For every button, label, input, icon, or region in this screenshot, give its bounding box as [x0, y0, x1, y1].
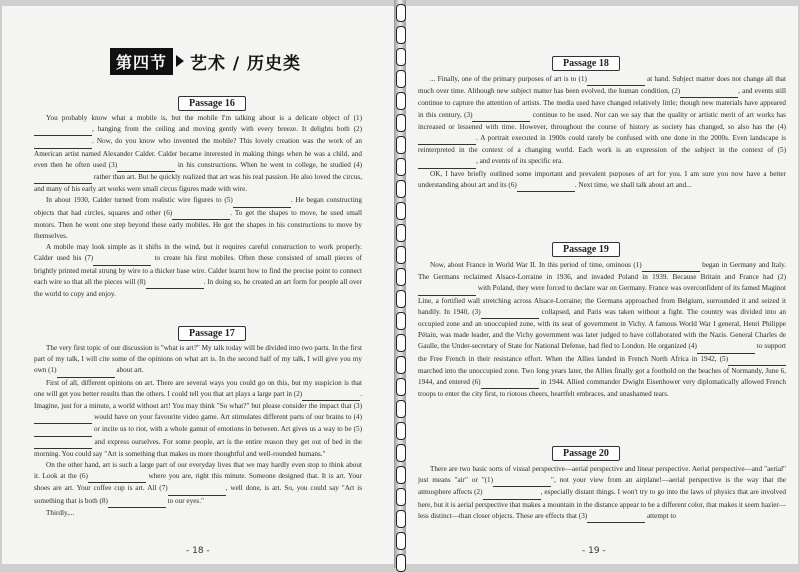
- spiral-ring: [396, 356, 406, 374]
- answer-blank[interactable]: [302, 389, 360, 401]
- answer-blank[interactable]: [418, 133, 476, 145]
- spiral-ring: [396, 290, 406, 308]
- paragraph: In about 1930, Calder turned from realistic wire figures to (5) . He began constructing objects that had circles, squares and other (6) . To get the shapes to move, he used small motors. Then he went one step beyond these early mobiles. He got the shapes in his constructions to move by themselves.: [34, 196, 363, 241]
- answer-blank[interactable]: [493, 475, 551, 487]
- spiral-ring: [396, 158, 406, 176]
- answer-blank[interactable]: [34, 424, 92, 436]
- paragraph: ... Finally, one of the primary purposes of art is to (1) at hand. Subject matter does not change all that much over time. Although new subject matter has been evolved, the human condition, (2) , and events still continue to capture the attention of artists. The media used have changed relatively little; though new materials have appeared in this century, (3) continue to be used. Nor can we say that the quality or artistic merit of art works has increased or lessened with time. However, throughout the course of history as society has changed, so also has the (4) . A portrait executed in 1900s could rarely be confused with one done in the 2000s. Even landscape is reinterpreted in the context of a changing world. Each work is an expression of the subject in the context of (5) , and events of its specific era.: [418, 74, 786, 169]
- paragraph: On the other hand, art is such a large part of our everyday lives that we may hardly even stop to think about it. Look at the (6) where you are, right this minute. Someone designed that. It is art. Your shoes are art. Your coffee cup is art. All (7) , well done, is art. So, you could say "Art is something that is both (8) to our eyes.": [34, 460, 362, 508]
- left-page: [2, 6, 394, 564]
- spiral-ring: [396, 510, 406, 528]
- spiral-ring: [396, 4, 406, 22]
- answer-blank[interactable]: [233, 195, 291, 207]
- section-category: 艺术 / 历史类: [190, 53, 302, 74]
- spiral-ring: [396, 334, 406, 352]
- answer-blank[interactable]: [680, 86, 738, 98]
- paragraph: First of all, different opinions on art. There are several ways you could go on this, but my suspicion is that one will get you better results than the others. I could tell you that art plays a large part in (2) . Imagine, just for a minute, a world without art! You may think "So what?" but please consider the impact that (3) would have on your favourite video game. Art stimulates different parts of our brains to (4) or incite us to riot, with a whole gamut of emotions in between. Art gives us a way to be (5) and express ourselves. For some people, art is the entire reason they get out of bed in the morning. You could say "Art is something that makes us more thoughtful and well-rounded humans.": [34, 378, 362, 458]
- section-number-box: 第四节: [110, 48, 173, 75]
- passage-18-title: Passage 18: [552, 56, 620, 71]
- spiral-ring: [396, 26, 406, 44]
- answer-blank[interactable]: [168, 483, 226, 495]
- section-heading: [110, 48, 301, 74]
- answer-blank[interactable]: [108, 496, 166, 508]
- page-number: - 18 -: [186, 546, 210, 556]
- paragraph: Thirdly,...: [46, 508, 75, 517]
- page-number: - 19 -: [582, 546, 606, 556]
- answer-blank[interactable]: [472, 110, 530, 122]
- answer-blank[interactable]: [642, 260, 700, 272]
- passage-16-text: [34, 113, 362, 300]
- paragraph: A mobile may look simple as it shifts in the wind, but it requires careful construction to work properly. Calder used his (7) to create his first mobiles. Often these consisted of small pieces of brightly printed metal strung by wire to a thicker base wire. Calder learnt how to find the precise point to connect each wire so that all the pieces will (8) . In doing so, he created an art form for people all over the world to copy and enjoy.: [34, 243, 362, 299]
- answer-blank[interactable]: [34, 124, 92, 136]
- passage-18-text: [418, 74, 786, 192]
- answer-blank[interactable]: [34, 172, 92, 184]
- spiral-ring: [396, 422, 406, 440]
- right-page: [406, 6, 798, 564]
- passage-20-text: [418, 464, 786, 523]
- spiral-ring: [396, 224, 406, 242]
- spiral-ring: [396, 246, 406, 264]
- section-arrow-icon: [176, 55, 184, 67]
- spiral-ring: [396, 136, 406, 154]
- answer-blank[interactable]: [57, 365, 115, 377]
- answer-blank[interactable]: [418, 156, 476, 168]
- spiral-ring: [396, 378, 406, 396]
- answer-blank[interactable]: [517, 180, 575, 192]
- answer-blank[interactable]: [728, 354, 786, 366]
- answer-blank[interactable]: [481, 307, 539, 319]
- answer-blank[interactable]: [587, 74, 645, 86]
- passage-16-title: Passage 16: [178, 96, 246, 111]
- passage-17-text: [34, 343, 362, 519]
- paragraph: The very first topic of our discussion is "what is art?" My talk today will be divided into two parts. In the first part of my talk, I will cite some of the opinions on what art is. In the second half of my talk, I will give you my own (1) about art.: [34, 343, 362, 378]
- answer-blank[interactable]: [34, 136, 92, 148]
- answer-blank[interactable]: [483, 487, 541, 499]
- answer-blank[interactable]: [481, 377, 539, 389]
- answer-blank[interactable]: [34, 437, 92, 449]
- spiral-ring: [396, 202, 406, 220]
- answer-blank[interactable]: [146, 277, 204, 289]
- paragraph: You probably know what a mobile is, but the mobile I'm talking about is a delicate object of (1) , hanging from the ceiling and moving gently with every breeze. It delights both (2) . Now, do you know who invented the mobile? This lovely creation was the work of an American artist named Alexander Calder. Calder became interested in making things when he was a child, and even then he often used (3) in his constructions. When he went to college, he studied (4) rather than art. But he quickly realized that art was his real passion. He also loved the circus, and many of his early art works were small circus figures made with wire.: [34, 114, 362, 194]
- spiral-ring: [396, 268, 406, 286]
- spiral-ring: [396, 488, 406, 506]
- answer-blank[interactable]: [697, 341, 755, 353]
- passage-19-text: [418, 260, 786, 400]
- spiral-ring: [396, 48, 406, 66]
- paragraph: Now, about France in World War II. In this period of time, ominous (1) began in Germany and Italy. The Germans reclaimed Alsace-Lorraine in 1936, and invaded Poland in 1939. Because Britain and France had (2) with Poland, they were forced to declare war on Germany. France was overconfident of its famed Maginot Line, a fortified wall stretching across Alsace-Lorraine; the Germans approached from Belgium, surrounded it and seized it handily. In 1940, (3) collapsed, and Paris was taken without a fight. The country was divided into an occupied zone and an unoccupied zone, with its seat of government in Vichy. A famous World War I general, Henri Philippe Pétain, was made leader, and the Vichy government was later judged to have collaborated with the Nazis. General Charles de Gaulle, the Under-secretary of State for National Defense, had fled to London. He organized (4) to support the Free French in their resistance effort. When the Allies landed in French North Africa in 1942, (5) marched into the unoccupied zone. Two long years later, the Allies finally got a foothold on the beaches of Normandy, June 6, 1944, and entered (6) in 1944. Allied commander Dwight Eisenhower very diplomatically allowed French troops to enter the city first, to riotous cheers, heartfelt embraces, and unashamed tears.: [418, 261, 786, 399]
- spiral-ring: [396, 466, 406, 484]
- spiral-ring: [396, 70, 406, 88]
- passage-20-title: Passage 20: [552, 446, 620, 461]
- paragraph: OK, I have briefly outlined some important and prevalent purposes of art for you. I am sure you now have a better understanding about art and its (6) . Next time, we shall talk about art and...: [418, 169, 786, 192]
- answer-blank[interactable]: [117, 160, 175, 172]
- spiral-ring: [396, 92, 406, 110]
- spiral-ring: [396, 532, 406, 550]
- spiral-ring: [396, 444, 406, 462]
- passage-19-title: Passage 19: [552, 242, 620, 257]
- spiral-ring: [396, 312, 406, 330]
- passage-17-title: Passage 17: [178, 326, 246, 341]
- answer-blank[interactable]: [34, 412, 92, 424]
- spiral-ring: [396, 180, 406, 198]
- spiral-ring: [396, 554, 406, 572]
- answer-blank[interactable]: [587, 511, 645, 523]
- spiral-ring: [396, 400, 406, 418]
- spiral-ring: [396, 114, 406, 132]
- answer-blank[interactable]: [93, 253, 151, 265]
- answer-blank[interactable]: [88, 471, 146, 483]
- paragraph: There are two basic sorts of visual perspective—aerial perspective and linear perspective. Aerial perspective—and "aerial" just means "air" or "(1) ", not your view from an airplane!—aerial perspective is the way that the atmosphere affects (2) , especially distant things. I won't try to go into the laws of physics that are involved here, but it is aerial perspective that makes a mountain in the distance appear to be a different color, that makes it seem hazier—less distinct—than closer objects. These are effects that (3) attempt to: [418, 464, 786, 523]
- answer-blank[interactable]: [172, 208, 230, 220]
- answer-blank[interactable]: [418, 283, 476, 295]
